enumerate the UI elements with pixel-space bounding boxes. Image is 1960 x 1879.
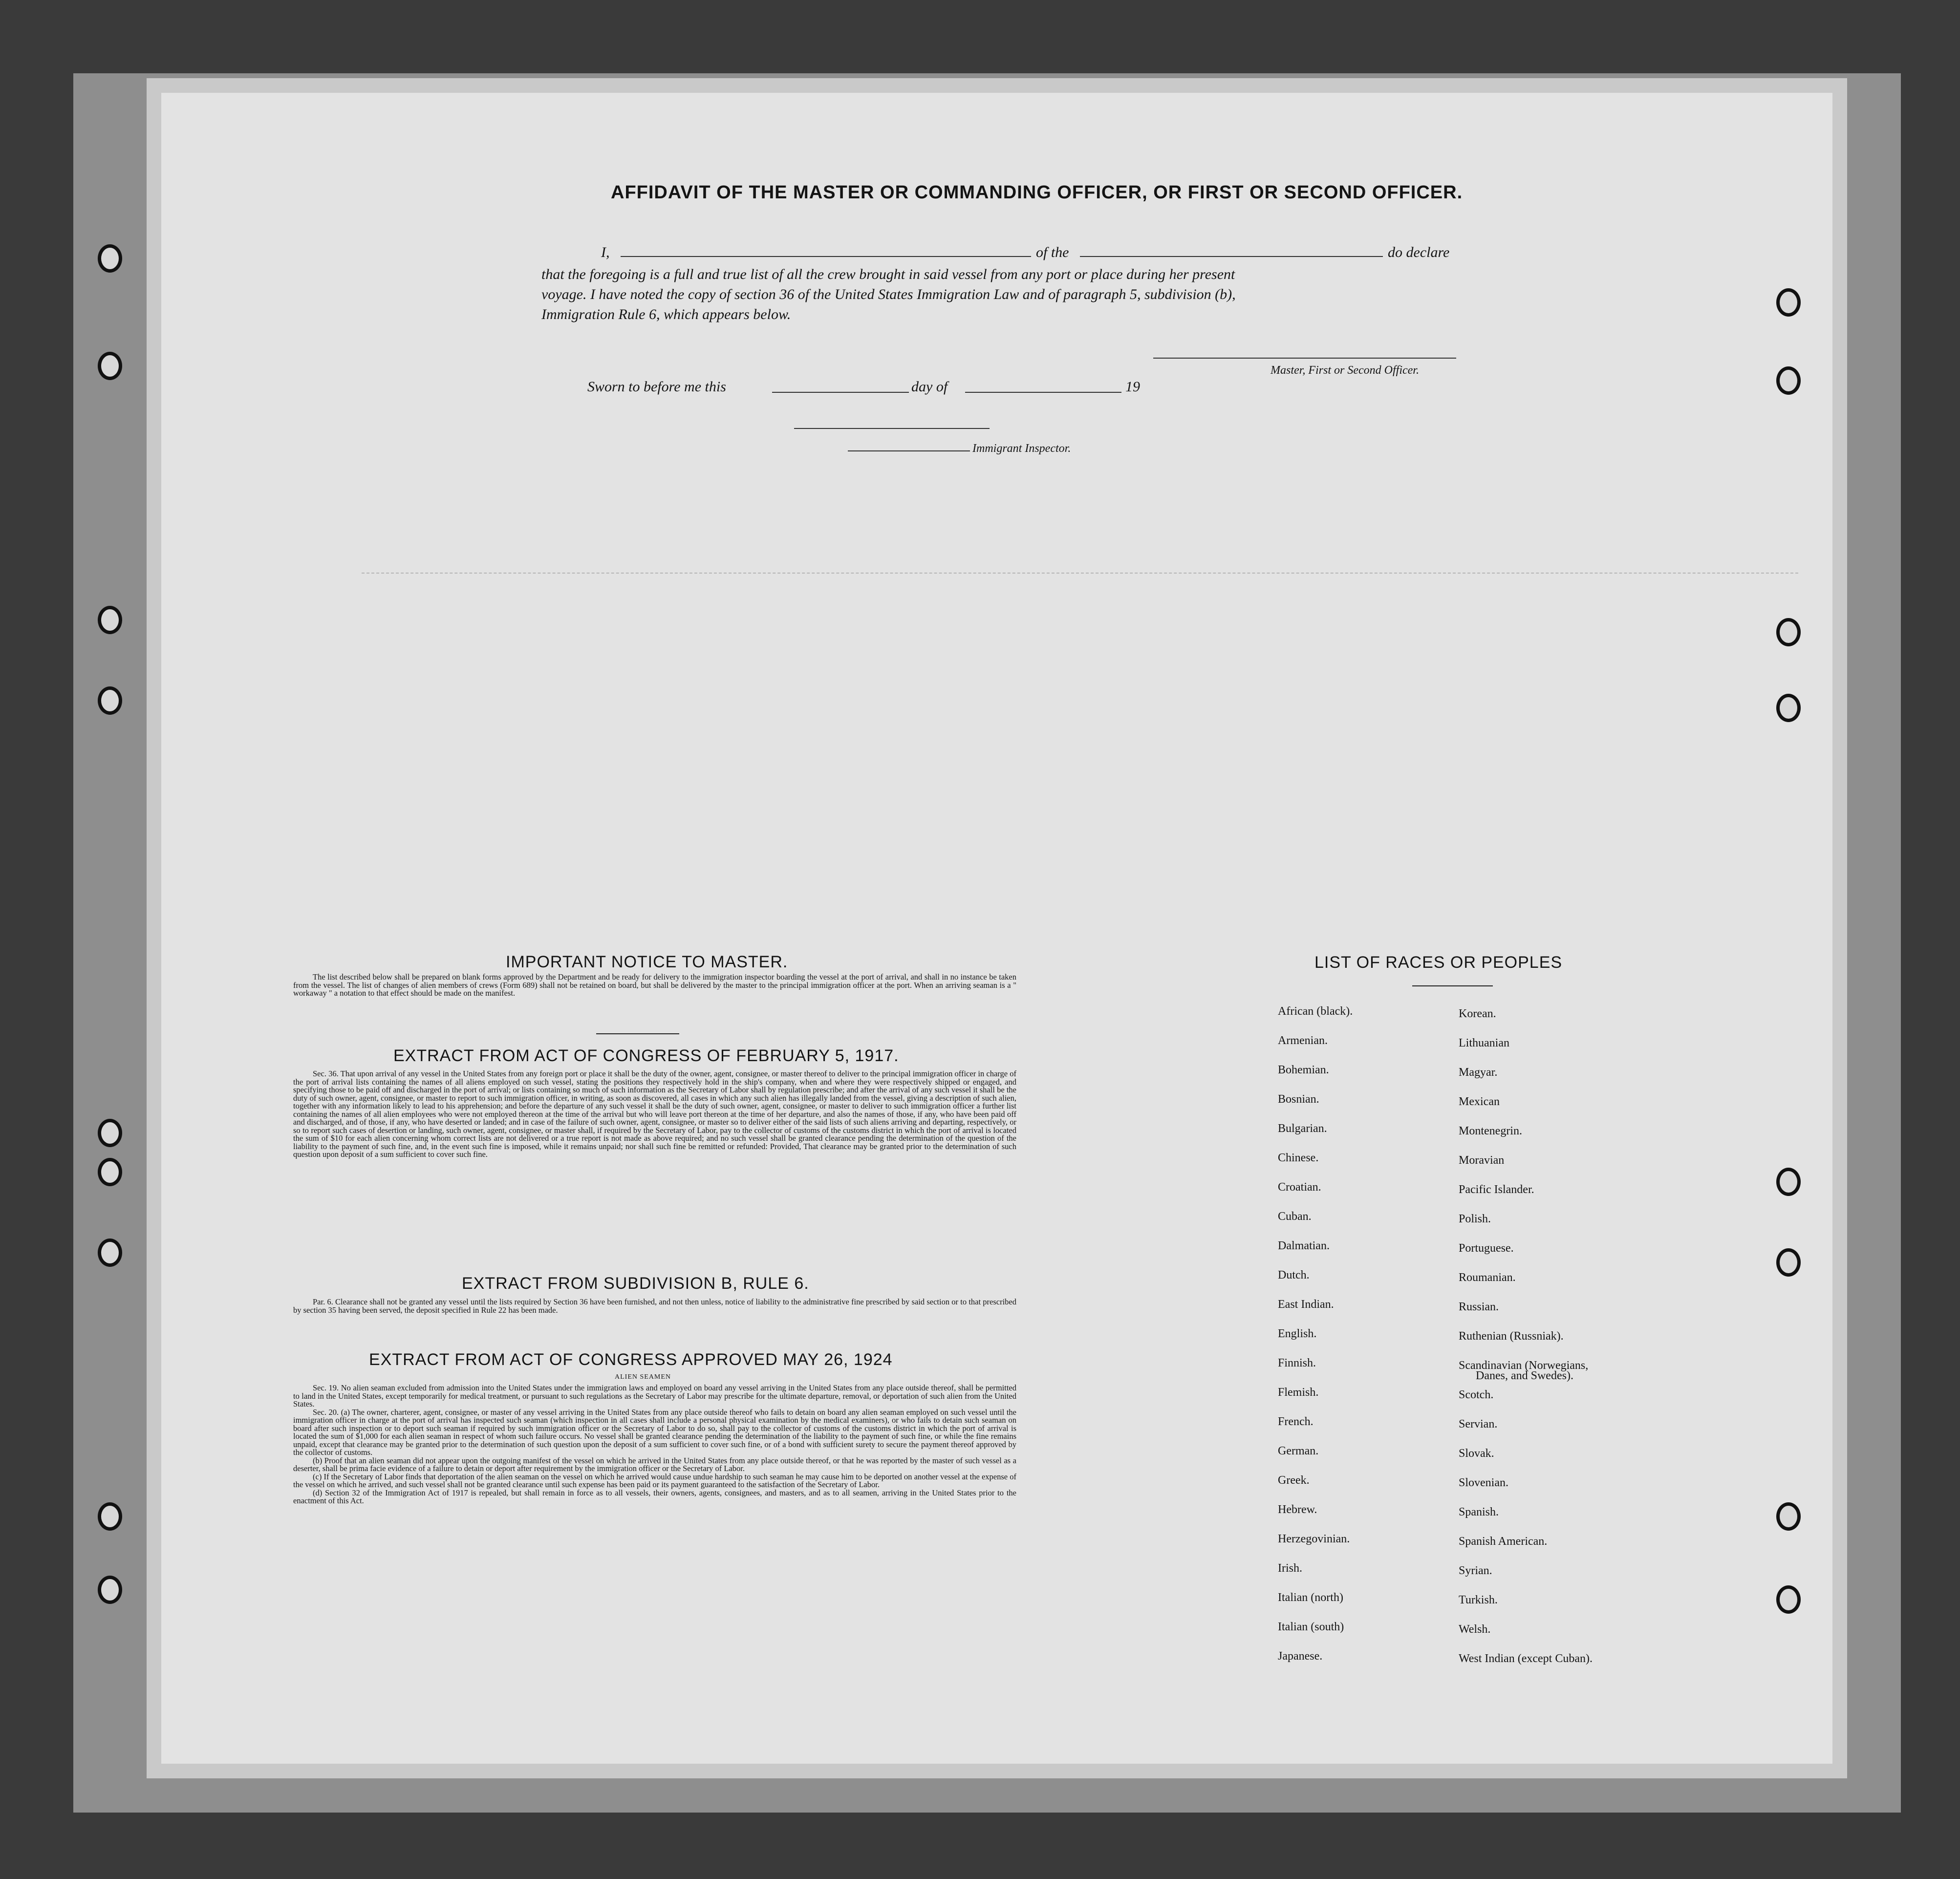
binder-hole	[98, 1158, 122, 1186]
race-item: West Indian (except Cuban).	[1459, 1652, 1593, 1665]
affidavit-of-the: of the	[1036, 244, 1069, 260]
race-item: Danes, and Swedes).	[1476, 1369, 1573, 1382]
binder-hole	[1776, 366, 1801, 395]
race-item: French.	[1278, 1415, 1314, 1428]
binder-hole	[98, 1502, 122, 1531]
race-item: Moravian	[1459, 1154, 1505, 1167]
binder-hole	[1776, 1585, 1801, 1614]
race-item: Dalmatian.	[1278, 1239, 1330, 1252]
binder-hole	[1776, 694, 1801, 722]
affidavit-i: I,	[601, 244, 610, 260]
race-item: Mexican	[1459, 1095, 1500, 1108]
binder-hole	[1776, 618, 1801, 646]
race-item: German.	[1278, 1445, 1319, 1457]
notice-text: The list described below shall be prepared on blank forms approved by the Department and be ready for delivery to the immigration inspector boarding the vessel at the port of arrival, and shall in no instance be taken from the vessel. The list of changes of alien members of crews (Form 689) shall not be retained on board, but shall be delivered by the master to the principal immigration officer at the port. When an arriving seaman is a " workaway " a notation to that effect should be made on the manifest.	[293, 972, 1016, 998]
affidavit-line-2: that the foregoing is a full and true list of all the crew brought in said vessel from any port or place during her present	[541, 266, 1235, 282]
extract-rule6-text: Par. 6. Clearance shall not be granted any vessel until the lists required by Section 36 have been furnished, and not then unless, notice of liability to the administrative fine prescribed by said section or to that prescribed by section 35 having been served, the deposit specified in Rule 22 has been made.	[293, 1297, 1016, 1315]
race-item: Servian.	[1459, 1418, 1498, 1431]
race-item: Bulgarian.	[1278, 1122, 1327, 1135]
binder-hole	[98, 686, 122, 715]
binder-hole	[1776, 1168, 1801, 1196]
binder-hole	[1776, 1248, 1801, 1277]
race-item: English.	[1278, 1327, 1317, 1340]
race-item: Cuban.	[1278, 1210, 1312, 1223]
inspector-label: Immigrant Inspector.	[972, 442, 1071, 455]
binder-hole	[1776, 288, 1801, 317]
race-item: Welsh.	[1459, 1623, 1491, 1636]
extract-1924-title: EXTRACT FROM ACT OF CONGRESS APPROVED MAY 26, 1924	[369, 1350, 893, 1369]
races-title: LIST OF RACES OR PEOPLES	[1314, 953, 1563, 972]
name-blank	[621, 256, 1031, 257]
race-item: Bohemian.	[1278, 1064, 1329, 1076]
race-item: Italian (north)	[1278, 1591, 1343, 1604]
race-item: Japanese.	[1278, 1650, 1323, 1663]
vessel-blank	[1080, 256, 1383, 257]
race-item: Italian (south)	[1278, 1621, 1344, 1633]
race-item: Flemish.	[1278, 1386, 1319, 1399]
sworn-day-blank	[772, 392, 909, 393]
race-item: Spanish American.	[1459, 1535, 1548, 1548]
race-item: Slovenian.	[1459, 1476, 1508, 1489]
race-item: Ruthenian (Russniak).	[1459, 1330, 1564, 1343]
race-item: Croatian.	[1278, 1181, 1321, 1194]
faint-rule	[362, 573, 1798, 574]
race-item: African (black).	[1278, 1005, 1353, 1018]
race-item: Scotch.	[1459, 1388, 1494, 1401]
races-left-column	[1278, 1005, 1353, 1680]
binder-hole	[98, 1119, 122, 1147]
race-item: East Indian.	[1278, 1298, 1334, 1311]
affidavit-line-4: Immigration Rule 6, which appears below.	[541, 306, 791, 322]
race-item: Montenegrin.	[1459, 1125, 1522, 1137]
race-item: Finnish.	[1278, 1357, 1316, 1369]
master-signature-line	[1153, 358, 1456, 359]
binder-hole	[98, 1576, 122, 1604]
race-item: Roumanian.	[1459, 1271, 1516, 1284]
race-item: Lithuanian	[1459, 1037, 1509, 1049]
race-item: Bosnian.	[1278, 1093, 1319, 1106]
binder-hole	[98, 1238, 122, 1267]
race-item: Dutch.	[1278, 1269, 1310, 1281]
race-item: Korean.	[1459, 1007, 1496, 1020]
race-item: Russian.	[1459, 1301, 1499, 1313]
race-item: Slovak.	[1459, 1447, 1494, 1460]
race-item: Magyar.	[1459, 1066, 1498, 1079]
race-item: Hebrew.	[1278, 1503, 1317, 1516]
race-item: Turkish.	[1459, 1594, 1498, 1606]
race-item: Irish.	[1278, 1562, 1302, 1575]
year-prefix: 19	[1125, 379, 1140, 395]
sworn-month-blank	[965, 392, 1121, 393]
race-item: Polish.	[1459, 1213, 1491, 1225]
affidavit-line-3: voyage. I have noted the copy of section 36 of the United States Immigration Law and of paragraph 5, subdivision (b),	[541, 286, 1236, 302]
binder-hole	[1776, 1502, 1801, 1531]
notice-title: IMPORTANT NOTICE TO MASTER.	[506, 953, 788, 971]
race-item: Scandinavian (Norwegians,	[1459, 1359, 1589, 1372]
binder-hole	[98, 352, 122, 380]
sworn-text: Sworn to before me this	[587, 379, 726, 395]
binder-hole	[98, 606, 122, 634]
master-label: Master, First or Second Officer.	[1271, 364, 1419, 377]
inspector-short-line	[848, 450, 970, 451]
affidavit-title: AFFIDAVIT OF THE MASTER OR COMMANDING OFFICER, OR FIRST OR SECOND OFFICER.	[611, 182, 1463, 203]
divider	[1412, 985, 1493, 986]
day-of-text: day of	[911, 379, 948, 395]
race-item: Armenian.	[1278, 1034, 1328, 1047]
extract-1917-title: EXTRACT FROM ACT OF CONGRESS OF FEBRUARY 5, 1917.	[393, 1046, 899, 1065]
race-item: Greek.	[1278, 1474, 1310, 1487]
divider	[596, 1033, 679, 1034]
race-item: Spanish.	[1459, 1506, 1499, 1518]
extract-1917-text: Sec. 36. That upon arrival of any vessel in the United States from any foreign port or place it shall be the duty of the owner, agent, consignee, or master thereof to deliver to the principal immigration officer in charge of the port of arrival lists containing the names of all aliens employed on such vessel, stating the positions they respectively hold in the ship's company, when and where they were respectively shipped or engaged, and specifying those to be paid off and discharged in the port of arrival; or lists containing so much of such information as the Secretary of Labor shall by regulation prescribe; and after the arrival of any such vessel it shall be the duty of such owner, agent, consignee, or master to report to such immigration officer, in writing, as soon as discovered, all cases in which any such alien has illegally landed from the vessel, giving a description of such alien, together with any information likely to lead to his apprehension; and before the departure of any such vessel it shall be the duty of such owner, agent, consignee, or master to deliver to such immigration officer a further list containing the names of all alien employees who were not employed thereon at the time of the arrival but who will leave port thereon at the time of her departure, and also the names of those, if any, who have been paid off and discharged, and of those, if any, who have deserted or landed; and in case of the failure of such owner, agent, consignee, or master so to deliver either of the said lists of such aliens arriving and departing, respectively, or so to report such cases of desertion or landing, such owner, agent, consignee, or master shall, if required by the Secretary of Labor, pay to the collector of customs of the customs district in which the port of arrival is located the sum of $10 for each alien concerning whom correct lists are not delivered or a true report is not made as above required; and no such vessel shall be granted clearance pending the determination of the question of the liability to the payment of such fine, and, in the event such fine is imposed, while it remains unpaid; nor shall such fine be remitted or refunded: Provided, That clearance may be granted prior to the determination of such question upon deposit of a sum sufficient to cover such fine.	[293, 1069, 1016, 1159]
race-item: Herzegovinian.	[1278, 1533, 1350, 1545]
race-item: Syrian.	[1459, 1564, 1492, 1577]
binder-hole	[98, 244, 122, 273]
race-item: Portuguese.	[1459, 1242, 1514, 1255]
extract-rule6-title: EXTRACT FROM SUBDIVISION B, RULE 6.	[462, 1274, 809, 1293]
inspector-signature-line	[794, 428, 990, 429]
alien-seamen-subtitle: ALIEN SEAMEN	[615, 1373, 671, 1381]
race-item: Pacific Islander.	[1459, 1183, 1534, 1196]
races-right-column	[1459, 1008, 1593, 1682]
extract-1924-text: Sec. 19. No alien seaman excluded from admission into the United States under the immigration laws and employed on board any vessel arriving in the United States from any place outside thereof, shall be permitted to land in the United States, except temporarily for medical treatment, or pursuant to such regulations as the Secretary of Labor may prescribe for the ultimate departure, removal, or deportation of such alien from the United States. Sec. 20. (a) The owner, charterer, agent, consignee, or master of any vessel arriving in the United States from any place outside thereof who fails to detain on board any alien seaman employed on such vessel until the immigration officer in charge at the port of arrival has inspected such seaman (which inspection in all cases shall include a personal physical examination by the medical examiners), or who fails to detain such seaman on board after such inspection or to deport such seaman if required by such immigration officer or the Secretary of Labor to do so, shall pay to the collector of customs of the customs district in which the port of arrival is located the sum of $1,000 for each alien seaman in respect of whom such failure occurs. No vessel shall be granted clearance pending the determination of the liability to the payment of such fine, or while the fine remains unpaid, except that clearance may be granted prior to the determination of such question upon the deposit of a sum sufficient to cover such fine, or of a bond with sufficient surety to secure the payment thereof approved by the collector of customs. (b) Proof that an alien seaman did not appear upon the outgoing manifest of the vessel on which he arrived in the United States from any place outside thereof, or that he was reported by the master of such vessel as a deserter, shall be prima facie evidence of a failure to detain or deport after requirement by the immigration officer or the Secretary of Labor. (c) If the Secretary of Labor finds that deportation of the alien seaman on the vessel on which he arrived would cause undue hardship to such seaman he may cause him to be deported on another vessel at the expense of the vessel on which he arrived, and such vessel shall not be granted clearance until such expense has been paid or its payment guaranteed to the satisfaction of the Secretary of Labor. (d) Section 32 of the Immigration Act of 1917 is repealed, but shall remain in force as to all vessels, their owners, agents, consignees, and masters, and as to all seamen, arriving in the United States prior to the enactment of this Act.	[293, 1383, 1016, 1505]
affidavit-do-declare: do declare	[1388, 244, 1450, 260]
race-item: Chinese.	[1278, 1152, 1319, 1164]
